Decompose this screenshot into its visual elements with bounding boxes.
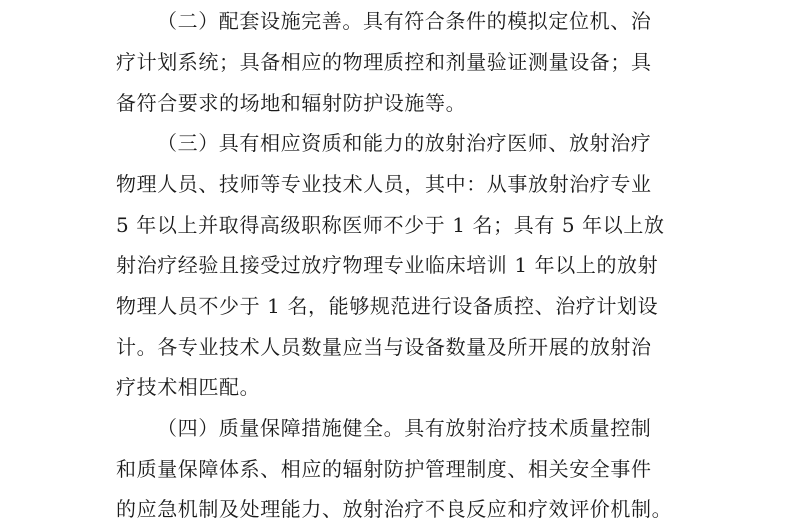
paragraph-3-line-5: 物理人员不少于 1 名，能够规范进行设备质控、治疗计划设	[116, 294, 659, 318]
paragraph-2-line-1: （二）配套设施完善。具有符合条件的模拟定位机、治	[157, 9, 652, 33]
paragraph-3-line-1: （三）具有相应资质和能力的放射治疗医师、放射治疗	[157, 131, 652, 155]
paragraph-4-line-1: （四）质量保障措施健全。具有放射治疗技术质量控制	[157, 416, 652, 440]
paragraph-3-line-7: 疗技术相匹配。	[116, 375, 261, 399]
paragraph-4-line-2: 和质量保障体系、相应的辐射防护管理制度、相关安全事件	[116, 457, 652, 481]
paragraph-2-line-3: 备符合要求的场地和辐射防护设施等。	[116, 91, 467, 115]
paragraph-3-line-6: 计。各专业技术人员数量应当与设备数量及所开展的放射治	[116, 335, 652, 359]
paragraph-3-line-3: 5 年以上并取得高级职称医师不少于 1 名；具有 5 年以上放	[116, 213, 665, 237]
paragraph-3-line-4: 射治疗经验且接受过放疗物理专业临床培训 1 年以上的放射	[116, 253, 659, 277]
paragraph-2-line-2: 疗计划系统；具备相应的物理质控和剂量验证测量设备；具	[116, 50, 652, 74]
paragraph-4-line-3: 的应急机制及处理能力、放射治疗不良反应和疗效评价机制。	[116, 497, 673, 521]
paragraph-3-line-2: 物理人员、技师等专业技术人员，其中：从事放射治疗专业	[116, 172, 652, 196]
